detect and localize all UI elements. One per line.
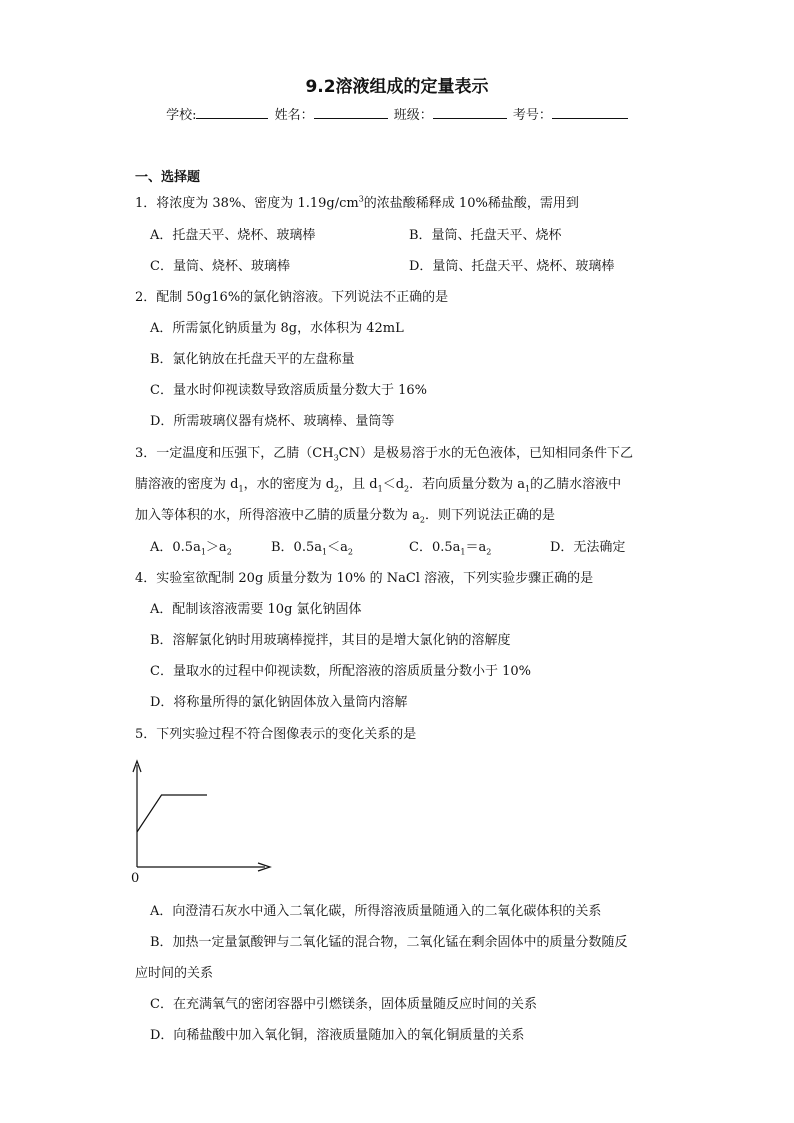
section-heading: 一、选择题 [135, 170, 201, 185]
question-5-option-a: A．向澄清石灰水中通入二氧化碳，所得溶液质量随通入的二氧化碳体积的关系 [150, 904, 602, 919]
origin-label: 0 [131, 871, 140, 885]
question-2-stem: 2．配制 50g16%的氯化钠溶液。下列说法不正确的是 [135, 290, 449, 305]
class-blank [433, 106, 507, 119]
exam-number-blank [552, 106, 628, 119]
student-info-line [0, 104, 794, 123]
school-label: 学校: [166, 108, 197, 123]
question-2-option-d: D．所需玻璃仪器有烧杯、玻璃棒、量筒等 [150, 414, 395, 429]
question-5-option-c: C．在充满氧气的密闭容器中引燃镁条，固体质量随反应时间的关系 [150, 997, 537, 1012]
question-2-option-c: C．量水时仰视读数导致溶质质量分数大于 16% [150, 383, 427, 398]
question-2-option-b: B．氯化钠放在托盘天平的左盘称量 [150, 352, 355, 367]
question-3-option-c: C．$0.5a_1=a_2$ [409, 540, 492, 557]
question-3-stem-line-2: 腈溶液的密度为 $d_1$，水的密度为 $d_2$，且 $d_1<d_2$．若向质量分数为 $a_1$的乙腈水溶液中 [135, 477, 622, 494]
graph-line [137, 795, 207, 832]
question-5-graph [125, 755, 285, 885]
question-2-option-a: A．所需氯化钠质量为 8g，水体积为 42mL [150, 321, 404, 336]
question-5-option-b-line-1: B．加热一定量氯酸钾与二氧化锰的混合物，二氧化锰在剩余固体中的质量分数随反 [150, 935, 628, 950]
question-1-option-d: D．量筒、托盘天平、烧杯、玻璃棒 [409, 259, 615, 274]
question-1-stem: 1．将浓度为 38%、密度为 $1.19g/cm^3$的浓盐酸稀释成 10%稀盐酸，需用到 [135, 194, 579, 211]
question-3-option-a: A．$0.5a_1>a_2$ [150, 540, 232, 557]
page-title: 9.2溶液组成的定量表示 [305, 77, 489, 97]
question-1-option-c: C．量筒、烧杯、玻璃棒 [150, 259, 290, 274]
question-5-option-b-line-2: 应时间的关系 [135, 966, 214, 981]
question-3-option-b: B．$0.5a_1<a_2$ [271, 540, 353, 557]
question-4-option-d: D．将称量所得的氯化钠固体放入量筒内溶解 [150, 695, 408, 710]
question-5-stem: 5．下列实验过程不符合图像表示的变化关系的是 [135, 727, 417, 742]
question-1-option-a: A．托盘天平、烧杯、玻璃棒 [150, 228, 316, 243]
question-3-stem-line-3: 加入等体积的水，所得溶液中乙腈的质量分数为 $a_2$．则下列说法正确的是 [135, 508, 555, 525]
name-blank [314, 106, 388, 119]
school-blank [196, 106, 268, 119]
question-3-stem-line-1: 3．一定温度和压强下，乙腈$(CH_3CN)$是极易溶于水的无色液体，已知相同条件下乙 [135, 446, 633, 463]
question-4-option-b: B．溶解氯化钠时用玻璃棒搅拌，其目的是增大氯化钠的溶解度 [150, 633, 511, 648]
question-5-option-d: D．向稀盐酸中加入氧化铜，溶液质量随加入的氧化铜质量的关系 [150, 1028, 525, 1043]
question-4-option-a: A．配制该溶液需要 10g 氯化钠固体 [150, 602, 362, 617]
question-3-option-d: D．无法确定 [550, 540, 626, 555]
exam-number-label: 考号： [512, 108, 552, 123]
name-label: 姓名： [274, 108, 314, 123]
question-1-option-b: B．量筒、托盘天平、烧杯 [409, 228, 562, 243]
question-4-stem: 4．实验室欲配制 20g 质量分数为 10% 的 NaCl 溶液，下列实验步骤正确的是 [135, 571, 594, 586]
class-label: 班级： [393, 108, 433, 123]
question-4-option-c: C．量取水的过程中仰视读数，所配溶液的溶质质量分数小于 10% [150, 664, 531, 679]
